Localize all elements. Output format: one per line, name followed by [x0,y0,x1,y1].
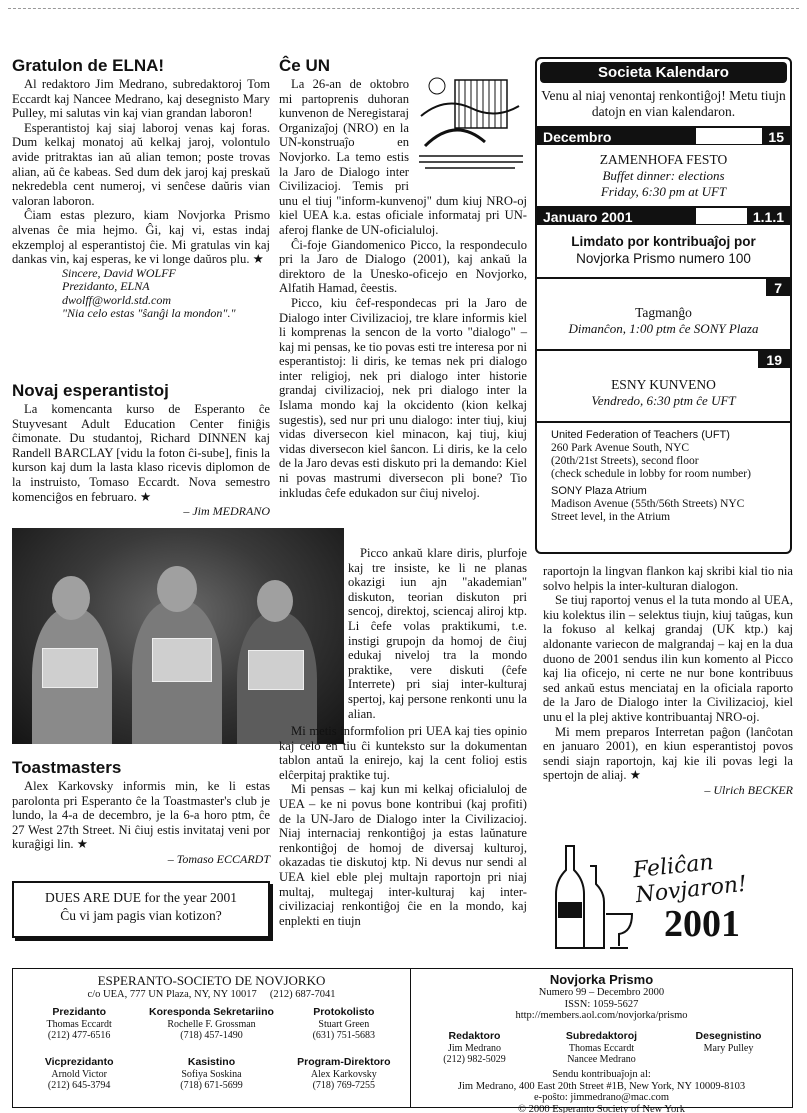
un-p6: Mi pensas – kaj kun mi kelkaj oficialuloj de UEA – ke ni povus bone kontribui (kaj profiti) de la UN-Jaro de Dialogo inter la Civilizacioj. Niaj internaciaj renkontiĝoj ja estas laŭnature renkontiĝoj de homoj de diversaj kulturoj, okazadas tie diskutoj ktp. Ni devus nur sendi al UEA kiel eble plej multajn raportojn pri niaj multaj, multegaj inter-kulturaj kaj inter-civilizaciaj renkontiĝoj ĉie en la mondo, kaj enplekti en tiujn [279,782,527,928]
month-label: Decembro [537,128,696,144]
novaj-byline: – Jim MEDRANO [183,504,270,519]
month-december [537,126,790,145]
un-article-cont [348,546,527,721]
venue-line: (check schedule in lobby for room number) [551,468,751,480]
elna-p2: Esperantistoj kaj siaj laboroj venas kaj foras. Dum kelkaj monatoj aŭ kelkaj jaroj, volontulo avide pritraktas ian aŭ alian temon; poste trovas alian, aŭ ĉe kabeas. Sed dum dek jaroj kaj preskaŭ nekredebla cent numeroj, vi senĉese daŭris vian valoran laboron. [12,120,270,208]
month-january [537,206,790,225]
event-detail: Friday, 6:30 pm at UFT [600,184,727,199]
toast-p1: Alex Karkovsky informis min, ke li estas parolonta pri Esperanto ĉe la Toastmaster's club je lundo, la 4-a de decembro, je la 6-a horo ptm, ĉe 27 West 27th Street. Ni ĉiuj estis invitataj veni por kuraĝigi lin. ★ [12,779,270,852]
toast-byline: – Tomaso ECCARDT [167,851,270,866]
greeting-text: Feliĉan Novjaron! [631,850,749,909]
officer: Vicprezidanto Arnold Victor (212) 645-3794 [44,1056,114,1091]
url: http://members.aol.com/novjorka/prismo [515,1010,688,1021]
day-7-bar [537,277,790,296]
magazine-name: Novjorka Prismo [549,972,654,987]
event-detail: Dimanĉon, 1:00 ptm ĉe SONY Plaza [568,321,759,336]
send-block [411,1069,792,1113]
elna-article [12,56,270,321]
venue-list [537,421,790,524]
dues-box [12,881,270,938]
venue-name: United Federation of Teachers (UFT) [551,429,730,441]
event-detail: Buffet dinner: elections [602,168,725,183]
dues-line2: Ĉu vi jam pagis vian kotizon? [60,908,222,923]
staff: Subredaktoroj Thomas Eccardt Nancee Medrano [565,1030,638,1065]
day-label: 1.1.1 [747,208,790,224]
event-title: Limdato por kontribuaĵoj por [571,234,756,249]
calendar-title: Societa Kalendaro [540,62,787,83]
un-article [279,56,527,500]
sig-motto: "Nia celo estas "ŝanĝi la mondon"." [62,306,236,321]
calendar-intro: Venu al niaj venontaj renkontiĝoj! Metu tiujn datojn en vian kalendaron. [541,88,786,119]
issn: ISSN: 1059-5627 [564,998,639,1010]
staff: Desegnistino Mary Pulley [695,1030,762,1054]
officer: Prezidanto Thomas Eccardt (212) 477-6516 [46,1006,112,1041]
copyright: © 2000 Esperanto Society of New York [518,1103,685,1113]
novaj-article [12,381,270,519]
event-title: Tagmanĝo [635,305,692,320]
elna-signature [12,267,270,321]
event-title: Novjorka Prismo numero 100 [576,251,751,266]
day-label: 15 [762,128,790,144]
elna-p3: Ĉiam estas plezuro, kiam Novjorka Prismo alvenas ĉe mia hejmo. Ĝi, kaj vi, estas indaj ekzemploj al esperantistoj ĉie. Mi gratulas vin kaj dankas vin, kaj esperas, ke vi longe daŭros plu. ★ [12,208,270,267]
toast-article [12,758,270,867]
officers-grid [13,1007,410,1042]
staff: Redaktoro Jim Medrano (212) 982-5029 [443,1030,506,1065]
elna-title: Gratulon de ELNA! [12,56,165,75]
elna-p1: Al redaktoro Jim Medrano, subredaktoroj Tom Eccardt kaj Nancee Medrano, kaj desegnisto Mary Pulley, mi salutas vin kaj vian grandan laboron! [12,77,270,121]
event-title: ESNY KUNVENO [611,377,716,392]
un-p2: Ĉi-foje Giandomenico Picco, la respondeculo pri la Jaro de Dialogo (2001), kaj ankaŭ la direktoro de la Unesko-oficejo en Novjorko, Alfatih Hamad, ĉeestis. [279,237,527,296]
day-19-bar [537,349,790,368]
send-address: Jim Medrano, 400 East 20th Street #1B, New York, NY 10009-8103 [457,1080,746,1092]
officers-grid [13,1057,410,1092]
staff-grid [411,1031,792,1066]
event-title: ZAMENHOFA FESTO [599,152,728,167]
send-email: e-poŝto: jimmedrano@mac.com [533,1092,670,1103]
org-phone: (212) 687-7041 [269,989,336,1000]
event-tagmango [537,296,790,349]
venue-name: SONY Plaza Atrium [551,485,647,497]
venue-line: 260 Park Avenue South, NYC [551,442,690,454]
event-esny [537,368,790,421]
students-photo [12,528,344,744]
un-p7: raportojn la lingvan flankon kaj skribi kial tio nia solvo helpis la inter-kulturan dialogon. [543,564,793,593]
sig-email: dwolff@world.std.com [62,292,172,307]
masthead [12,968,793,1113]
event-detail: Vendredo, 6:30 ptm ĉe UFT [591,393,736,408]
society-info [13,969,411,1107]
org-address-line [13,989,410,1001]
un-p9: Mi mem preparos Interretan paĝon (lanĉotan en januaro 2001), en kiun esperantistoj povos sendi siajn raportojn, kaj kie ili povas legi la spertojn de aliaj. ★ [543,724,793,783]
venue-line: Madison Avenue (55th/56th Streets) NYC [551,498,745,510]
sig-line: Prezidanto, ELNA [62,279,150,294]
venue-line: (20th/21st Streets), second floor [551,455,699,467]
greeting-year: 2001 [664,903,740,945]
issue: Numero 99 – Decembro 2000 [538,987,665,998]
venue-line: Street level, in the Atrium [551,511,671,523]
society-calendar [535,57,792,554]
toast-title: Toastmasters [12,758,122,777]
un-title: Ĉe UN [279,56,331,75]
dues-line1: DUES ARE DUE for the year 2001 [45,890,237,905]
top-rule [8,8,799,9]
sig-line: Sincere, David WOLFF [62,265,176,280]
un-p8: Se tiuj raportoj venus el la tuta mondo al UEA, kiu kolektus ilin – selektus tiujn, kiuj taŭgas, kun la fokuso al kelkaj grandaj (UK ktp.) kaj aldonante variecon de malgrandaj – kaj en la dua duono de 2001 sendus ilin kun komento al Picco kaj lia oficejo, ni certe ne nur bone kontribuus sed ankaŭ estus menciataj en la oficiala raporto de la Jaro de Dialogo inter la Civilizacioj, kiel unu el la plej aktive kontribuantaj NRO-oj. [543,593,793,724]
day-label: 19 [758,351,790,368]
un-p4: Picco ankaŭ klare diris, plurfoje kaj tre insiste, ke li ne planas okazigi iun ajn "akademian" diskuton, teorian diskuton pri sencoj, direktoj, sciencaj aliroj ktp. Li ĉefe volas praktikumi, t.e. instigi grupojn da homoj de ĉiuj edukaj niveloj tra la mondo praktike, vere diskuti (ĉefe Interrete) pri siaj inter-kulturaj spertoj, kaj persone renkonti unu la alian. [348,546,527,721]
officer: Kasistino Sofiya Soskina (718) 671-5699 [180,1056,243,1091]
un-p1: La 26-an de oktobro mi partoprenis duhoran kunvenon de Neregistaraj Organizaĵoj (NRO) en la UN-konstruaĵo en Novjorko. La temo estis la Jaro de Dialogo inter Civilizacioj. Temis pri unu el tiuj "inform-kunvenoj" dum kiuj NRO-oj kiel UEA k.a. estas oficiale informataj pri UN-aferoj flanke de UN-oficialuloj. [279,77,527,237]
officer: Protokolisto Stuart Green (631) 751-5683 [312,1006,376,1041]
magazine-info [411,969,792,1113]
novaj-title: Novaj esperantistoj [12,381,169,400]
day-label: 7 [766,279,790,296]
new-year-greeting [548,836,793,954]
novaj-p1: La komencanta kurso de Esperanto ĉe Stuyvesant Adult Education Center finiĝis ĉimonate. Du studantoj, Richard DINNEN kaj Randell BARCLAY [vidu la foton ĉi-sube], finis la kurson kaj dum la lasta klaso ricevis diplomon de la instruisto, Tomaso Eccardt. Nova semestro komenciĝos en februaro. ★ [12,402,270,504]
un-byline: – Ulrich BECKER [704,782,793,797]
un-illustration [415,56,527,176]
un-p5: Mi metis informfolion pri UEA kaj ties opinio kaj celo en tiu ĉi kunteksto sur la dokumentan tablon antaŭ la enirejo, kaj la cent folioj estis elĉerpitaj praktike tuj. [279,724,527,782]
org-address: c/o UEA, 777 UN Plaza, NY, NY 10017 [87,989,257,1000]
officer: Korespondа Sekretariino Rochelle F. Grossman (718) 457-1490 [149,1006,274,1041]
org-name: ESPERANTO-SOCIETO DE NOVJORKO [97,973,326,988]
event-deadline [537,225,790,277]
un-article-cont2 [279,724,527,928]
event-zamenhof [537,145,790,206]
officer: Program-Direktoro Alex Karkovsky (718) 769-7255 [297,1056,391,1091]
send-label: Sendu kontribuaĵojn al: [552,1069,651,1080]
un-p3: Picco, kiu ĉef-respondecas pri la Jaro de Dialogo inter Civilizacioj, tre klare informis kiel li komprenas la sencon de la vorto "dialogo" – kaj mi pensas, ke tio povas esti tre interesa por ni esperantistoj: li diris, ke temas nek pri dialogo inter religioj, nek pri dialogo inter historie grandaj civilizacioj, nek pri dialogo inter la Islama mondo kaj la okcidento (kion kelkaj sugestis), sed nur pri unu dialogo: inter tiuj, kiuj vidas diversecon kiel minacon, kaj tiuj, kiuj vidas diversecon kiel ŝancon. Li diris, ke la celo de la Jaro devas esti diskuto pri la demando: Kiel ni povas mastrumi diversecon pli bone? Tio inkludas ĉefe edukadon sur ĉiuj niveloj. [279,295,527,500]
un-article-cont3 [543,564,793,798]
bottles-glass-icon [548,836,638,954]
month-label: Januaro 2001 [537,208,696,224]
